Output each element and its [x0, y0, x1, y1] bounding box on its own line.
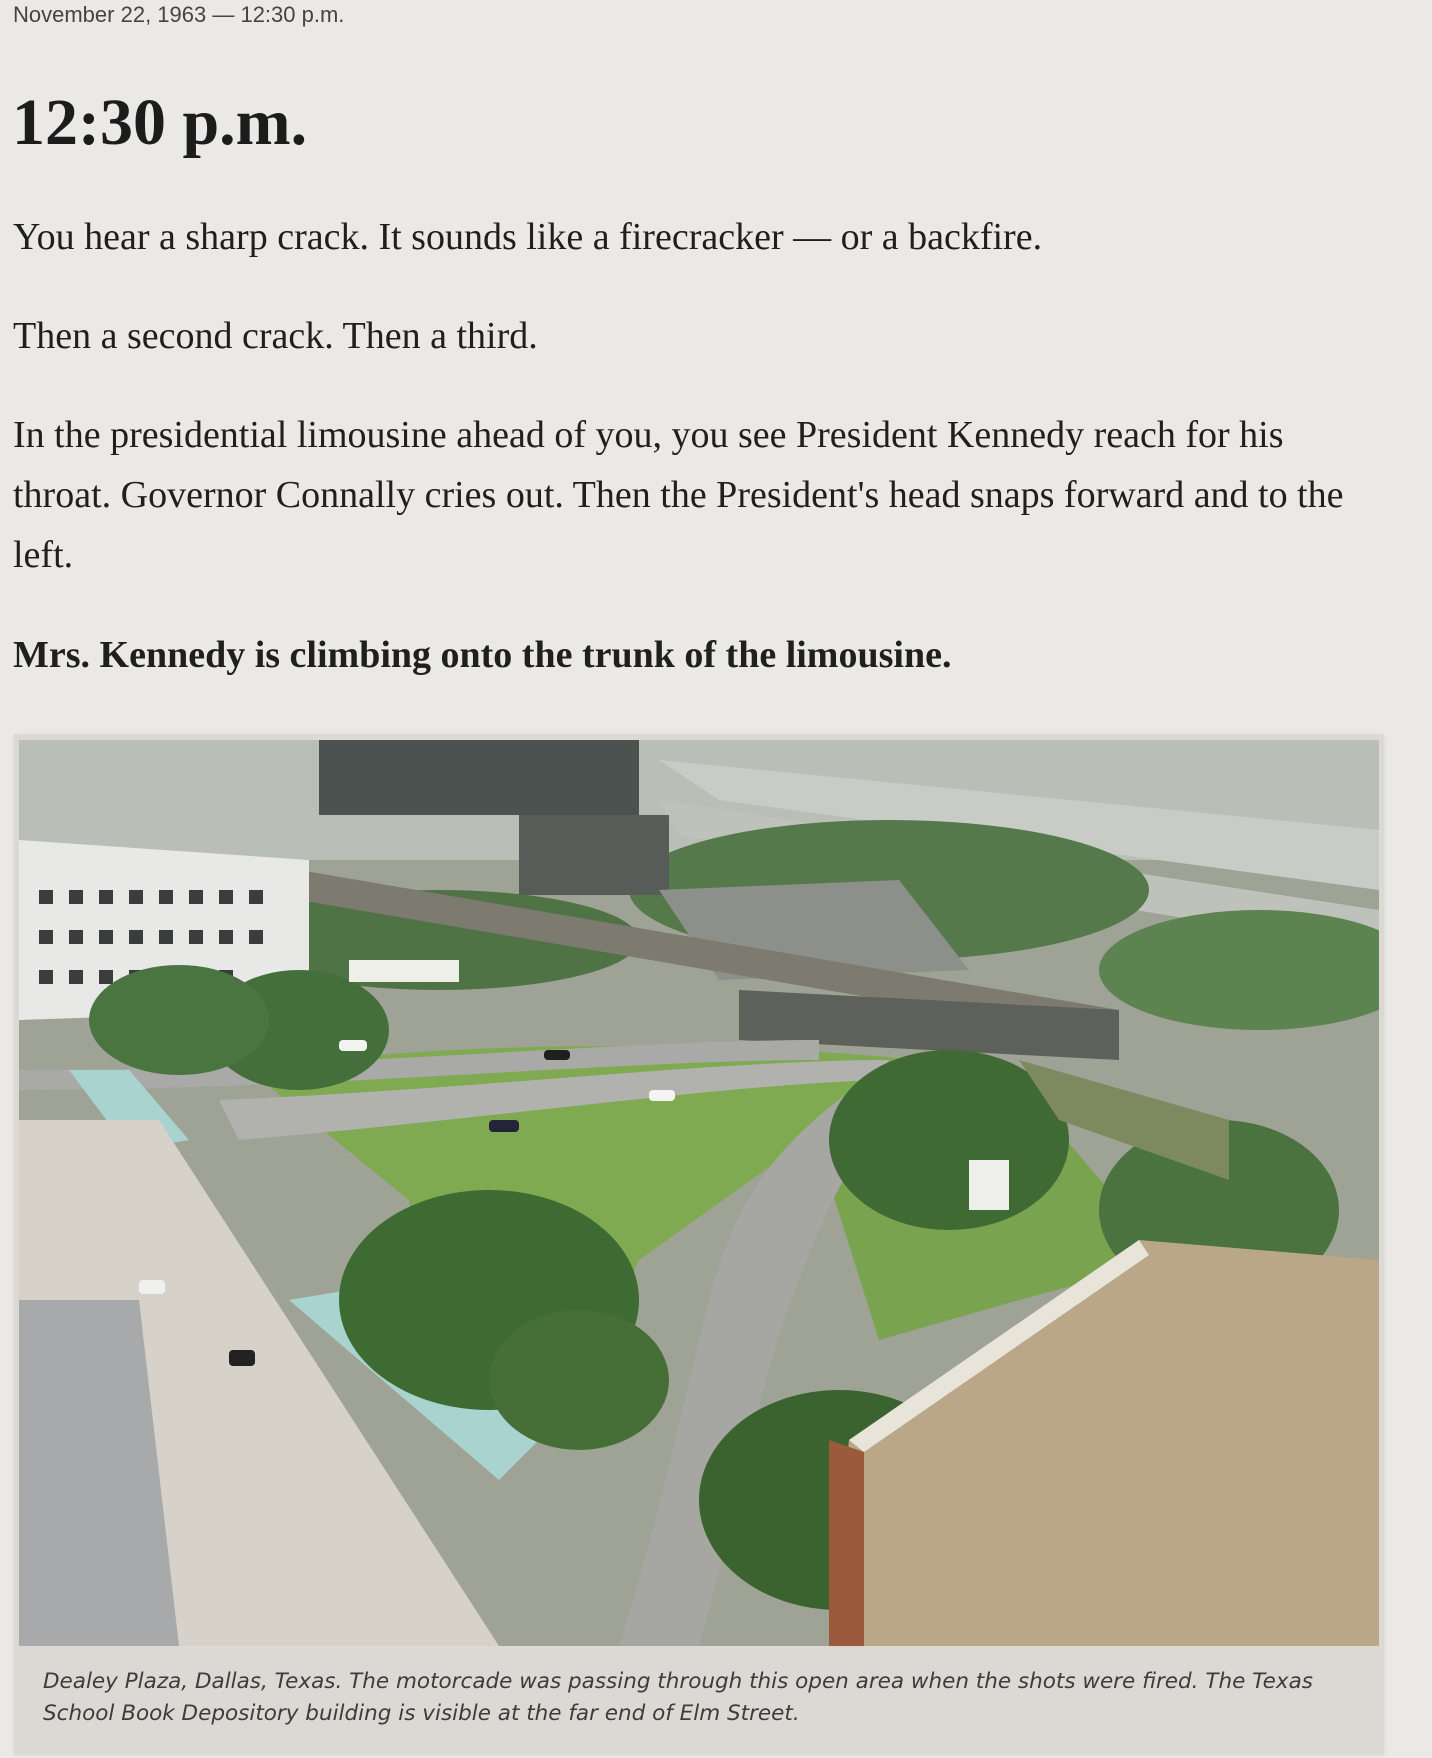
dateline: November 22, 1963 — 12:30 p.m.: [13, 2, 345, 27]
story-paragraph-4-emphasis: Mrs. Kennedy is climbing onto the trunk of the limousine.: [13, 634, 952, 676]
dealey-plaza-aerial-photo: [19, 740, 1379, 1646]
photo-caption: Dealey Plaza, Dallas, Texas. The motorcade was passing through this open area when the shots were fired. The Texas School Book Depository building is visible at the far end of Elm Street.: [43, 1669, 1313, 1726]
story-paragraph-3: In the presidential limousine ahead of you, you see President Kennedy reach for his throat. Governor Connally cries out. Then the President's head snaps forward and to the left.: [13, 414, 1344, 576]
story-paragraph-1: You hear a sharp crack. It sounds like a firecracker — or a backfire.: [13, 216, 1043, 258]
photo-figure: [14, 734, 1384, 1754]
page-title: 12:30 p.m.: [12, 86, 308, 159]
story-paragraph-2: Then a second crack. Then a third.: [13, 315, 538, 357]
